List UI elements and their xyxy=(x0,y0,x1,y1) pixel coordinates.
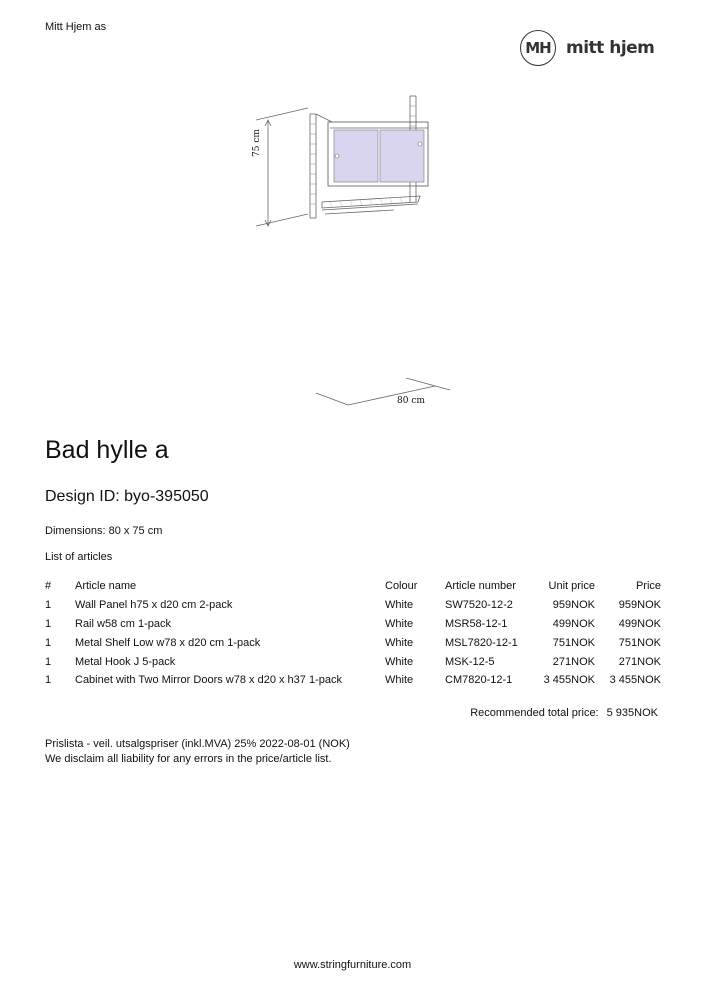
table-row xyxy=(45,652,661,671)
row-colour: White xyxy=(385,636,414,649)
header-article-number: Article number xyxy=(445,580,516,593)
website-url: www.stringfurniture.com xyxy=(293,959,412,971)
logo-text: mitt hjem xyxy=(566,38,655,58)
header-colour: Colour xyxy=(385,580,418,593)
height-dimension-label: 75 cm xyxy=(252,129,262,157)
row-price: 271NOK xyxy=(618,655,661,668)
total-value: 5 935NOK xyxy=(606,707,658,719)
row-price: 499NOK xyxy=(618,617,661,630)
table-header-row xyxy=(45,577,661,596)
row-quantity: 1 xyxy=(45,636,52,649)
table-row xyxy=(45,671,661,690)
price-list-note: Prislista - veil. utsalgspriser (inkl.MVA) 25% 2022-08-01 (NOK) xyxy=(45,738,350,750)
row-colour: White xyxy=(385,617,414,630)
liability-disclaimer: We disclaim all liability for any errors in the price/article list. xyxy=(45,753,332,765)
row-quantity: 1 xyxy=(45,617,52,630)
design-id: Design ID: byo-395050 xyxy=(45,488,209,505)
row-article-number: MSR58-12-1 xyxy=(445,617,508,630)
row-article-name: Rail w58 cm 1-pack xyxy=(75,617,171,630)
row-unit-price: 751NOK xyxy=(552,636,595,649)
width-dimension xyxy=(310,378,460,410)
row-article-number: SW7520-12-2 xyxy=(445,599,513,612)
recommended-total xyxy=(470,707,658,719)
row-article-number: CM7820-12-1 xyxy=(445,674,513,687)
company-name: Mitt Hjem as xyxy=(45,21,107,33)
row-price: 959NOK xyxy=(618,599,661,612)
row-unit-price: 499NOK xyxy=(552,617,595,630)
row-quantity: 1 xyxy=(45,674,52,687)
row-article-name: Cabinet with Two Mirror Doors w78 x d20 x h37 1-pack xyxy=(75,674,342,687)
header-number: # xyxy=(45,580,52,593)
mitt-hjem-logo xyxy=(520,30,660,70)
header-price: Price xyxy=(635,580,661,593)
articles-table xyxy=(45,577,661,690)
total-label: Recommended total price: xyxy=(470,707,599,719)
row-unit-price: 959NOK xyxy=(552,599,595,612)
row-article-number: MSL7820-12-1 xyxy=(445,636,518,649)
price-disclaimer xyxy=(45,737,350,767)
header-unit-price: Unit price xyxy=(548,580,595,593)
row-article-name: Wall Panel h75 x d20 cm 2-pack xyxy=(75,599,233,612)
table-row xyxy=(45,596,661,615)
table-row xyxy=(45,633,661,652)
row-price: 751NOK xyxy=(618,636,661,649)
row-quantity: 1 xyxy=(45,655,52,668)
row-unit-price: 3 455NOK xyxy=(543,674,595,687)
row-article-name: Metal Shelf Low w78 x d20 cm 1-pack xyxy=(75,636,261,649)
row-unit-price: 271NOK xyxy=(552,655,595,668)
width-dimension-label: 80 cm xyxy=(397,396,425,406)
page-title: Bad hylle a xyxy=(45,436,169,464)
row-colour: White xyxy=(385,674,414,687)
table-row xyxy=(45,615,661,634)
row-quantity: 1 xyxy=(45,599,52,612)
row-article-name: Metal Hook J 5-pack xyxy=(75,655,176,668)
list-of-articles-heading: List of articles xyxy=(45,551,113,563)
row-article-number: MSK-12-5 xyxy=(445,655,495,668)
dimensions: Dimensions: 80 x 75 cm xyxy=(45,525,163,537)
logo-mark: MH xyxy=(520,30,556,66)
shelf-drawing-icon xyxy=(250,92,440,242)
header-article-name: Article name xyxy=(75,580,137,593)
row-price: 3 455NOK xyxy=(609,674,661,687)
row-colour: White xyxy=(385,599,414,612)
row-colour: White xyxy=(385,655,414,668)
